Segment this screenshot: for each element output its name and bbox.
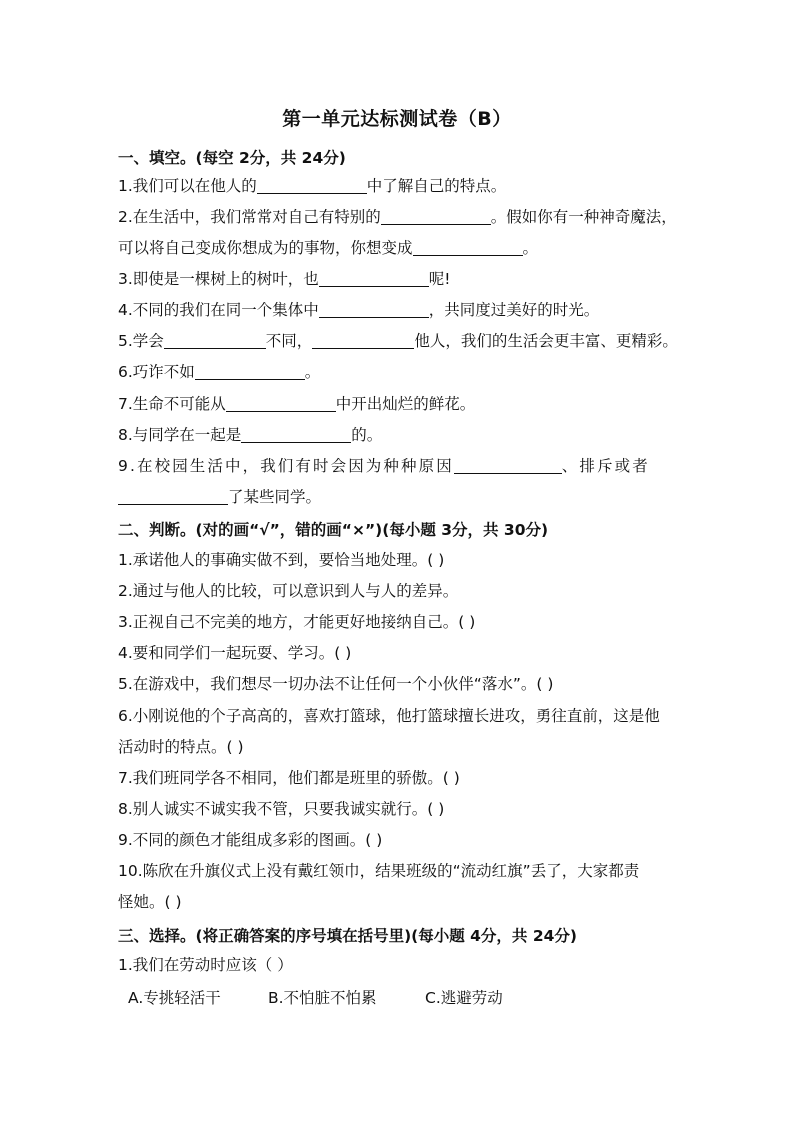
answer-blank[interactable] (312, 332, 414, 349)
judge-question-6-continued: 活动时的特点。( ) (118, 738, 244, 756)
answer-blank[interactable] (319, 270, 429, 287)
section-multiple-choice-heading: 三、选择。(将正确答案的序号填在括号里)(每小题 4分，共 24分) (118, 927, 577, 945)
answer-blank[interactable] (164, 332, 266, 349)
judge-question-8: 8.别人诚实不诚实我不管，只要我诚实就行。( ) (118, 800, 445, 818)
answer-blank[interactable] (241, 426, 351, 443)
answer-blank[interactable] (226, 395, 336, 412)
fill-question-8 (118, 425, 678, 445)
fill-question-6 (118, 362, 678, 382)
judge-question-2: 2.通过与他人的比较，可以意识到人与人的差异。 (118, 582, 459, 600)
judge-question-6: 6.小刚说他的个子高高的，喜欢打篮球，他打篮球擅长进攻，勇往直前，这是他 (118, 707, 660, 725)
question-text: 了某些同学。 (228, 488, 322, 506)
question-text: 1.我们可以在他人的 (118, 177, 257, 195)
question-text: 。 (304, 363, 321, 381)
choice-option-c[interactable]: C.逃避劳动 (425, 989, 503, 1007)
question-text: 他人，我们的生活会更丰富、更精彩。 (414, 332, 678, 350)
question-text: 、排斥或者 (561, 457, 650, 475)
fill-question-2 (118, 207, 678, 227)
question-text: 。假如你有一种神奇魔法， (490, 208, 677, 226)
judge-question-10: 10.陈欣在升旗仪式上没有戴红领巾，结果班级的“流动红旗”丢了，大家都责 (118, 862, 640, 880)
question-text: 6.巧诈不如 (118, 363, 195, 381)
question-text: 5.学会 (118, 332, 164, 350)
fill-question-2-continued (118, 238, 678, 258)
answer-blank[interactable] (319, 301, 429, 318)
fill-question-5 (118, 331, 678, 351)
judge-question-9: 9.不同的颜色才能组成多彩的图画。( ) (118, 831, 383, 849)
fill-question-4 (118, 300, 678, 320)
question-text: 的。 (351, 426, 383, 444)
judge-question-10-continued: 怪她。( ) (118, 893, 182, 911)
question-text: 可以将自己变成你想成为的事物，你想变成 (118, 239, 413, 257)
answer-blank[interactable] (381, 208, 491, 225)
choice-option-a[interactable]: A.专挑轻活干 (128, 989, 221, 1007)
question-text: 4.不同的我们在同一个集体中 (118, 301, 319, 319)
choice-question-1: 1.我们在劳动时应该（ ） (118, 956, 293, 974)
fill-question-9 (118, 456, 678, 476)
fill-question-7 (118, 394, 678, 414)
judge-question-7: 7.我们班同学各不相同，他们都是班里的骄傲。( ) (118, 769, 460, 787)
judge-question-5: 5.在游戏中，我们想尽一切办法不让任何一个小伙伴“落水”。( ) (118, 675, 554, 693)
judge-question-4: 4.要和同学们一起玩耍、学习。( ) (118, 644, 352, 662)
fill-question-3 (118, 269, 678, 289)
page-title: 第一单元达标测试卷（B） (282, 108, 512, 130)
answer-blank[interactable] (118, 488, 228, 505)
answer-blank[interactable] (257, 177, 367, 194)
question-text: 3.即使是一棵树上的树叶，也 (118, 270, 319, 288)
question-text: 7.生命不可能从 (118, 395, 226, 413)
choice-option-b[interactable]: B.不怕脏不怕累 (268, 989, 377, 1007)
question-text: 9.在校园生活中，我们有时会因为种种原因 (118, 457, 454, 475)
answer-blank[interactable] (454, 457, 562, 474)
question-text: 不同， (265, 332, 313, 350)
answer-blank[interactable] (195, 363, 305, 380)
fill-question-1 (118, 176, 678, 196)
judge-question-1: 1.承诺他人的事确实做不到，要恰当地处理。( ) (118, 551, 445, 569)
question-text: 。 (522, 239, 539, 257)
question-text: 中开出灿烂的鲜花。 (335, 395, 476, 413)
section-fill-blank-heading: 一、填空。(每空 2分，共 24分) (118, 149, 346, 167)
question-text: ，共同度过美好的时光。 (428, 301, 600, 319)
question-text: 2.在生活中，我们常常对自己有特别的 (118, 208, 381, 226)
section-true-false-heading: 二、判断。(对的画“√”，错的画“×”)(每小题 3分，共 30分) (118, 521, 549, 539)
judge-question-3: 3.正视自己不完美的地方，才能更好地接纳自己。( ) (118, 613, 476, 631)
question-text: 呢! (428, 270, 451, 288)
answer-blank[interactable] (413, 239, 523, 256)
question-text: 中了解自己的特点。 (366, 177, 507, 195)
question-text: 8.与同学在一起是 (118, 426, 242, 444)
fill-question-9-continued (118, 487, 678, 507)
